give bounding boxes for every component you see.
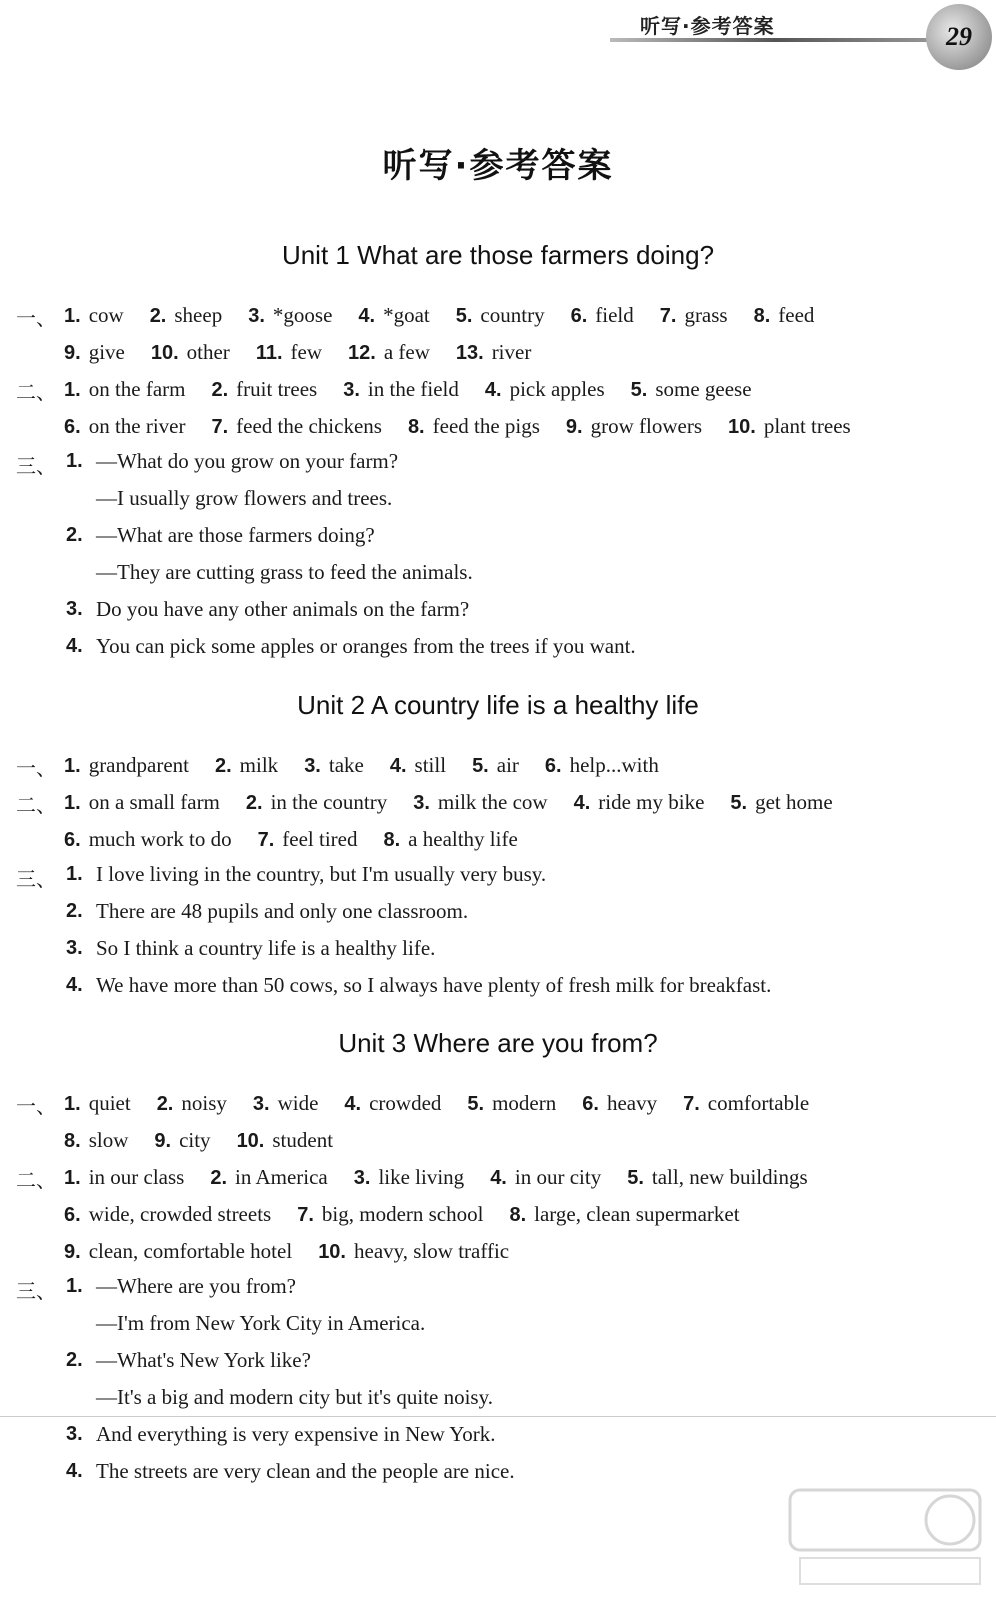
item-number: 1.	[64, 792, 81, 814]
sentence-text: —Where are you from?	[96, 1274, 296, 1298]
section-mark: 一、	[16, 306, 56, 330]
sentence-text: There are 48 pupils and only one classroom.	[96, 899, 469, 923]
sentence-text: —What's New York like?	[96, 1348, 311, 1372]
item-answer: take	[328, 753, 364, 777]
sentence-number: 4.	[66, 1460, 83, 1482]
sentence-number: 1.	[66, 863, 83, 885]
item-number: 5.	[627, 1167, 644, 1189]
page-header	[0, 0, 996, 80]
item-number: 6.	[64, 416, 81, 438]
item-number: 3.	[413, 792, 430, 814]
item-answer: plant trees	[763, 414, 851, 438]
item-answer: a few	[383, 340, 430, 364]
item-number: 5.	[730, 792, 748, 814]
item-answer: *goat	[383, 303, 430, 327]
item-number: 10.	[150, 342, 179, 364]
item-number: 6.	[582, 1093, 599, 1115]
header-title: 听写·参考答案	[640, 14, 775, 38]
section-mark: 二、	[16, 380, 56, 404]
sentence-text: The streets are very clean and the people are nice.	[96, 1459, 515, 1483]
item-answer: sheep	[174, 303, 223, 327]
sentence-text: —I usually grow flowers and trees.	[96, 486, 393, 510]
item-answer: in our class	[88, 1165, 185, 1189]
item-answer: in the country	[270, 790, 388, 814]
item-number: 5.	[455, 305, 473, 327]
sentence-text: We have more than 50 cows, so I always have plenty of fresh milk for breakfast.	[96, 973, 772, 997]
item-answer: wide	[277, 1091, 319, 1115]
section-mark: 二、	[16, 1168, 56, 1192]
sentence-text: —It's a big and modern city but it's quite noisy.	[96, 1385, 493, 1409]
page-title: 听写·参考答案	[382, 146, 614, 186]
item-number: 6.	[570, 305, 588, 327]
answer-row	[64, 785, 859, 819]
item-answer: river	[491, 340, 532, 364]
sentence-number: 2.	[66, 900, 83, 922]
item-number: 2.	[211, 379, 229, 401]
item-answer: get home	[755, 790, 833, 814]
item-answer: quiet	[88, 1091, 131, 1115]
item-answer: heavy	[606, 1091, 658, 1115]
item-answer: feed the chickens	[236, 414, 382, 438]
item-number: 1.	[64, 755, 81, 777]
item-answer: on the river	[88, 414, 186, 438]
item-answer: ride my bike	[598, 790, 705, 814]
section-mark: 三、	[16, 867, 56, 891]
sentence-number: 3.	[66, 598, 83, 620]
sentence-number: 3.	[66, 1423, 83, 1445]
item-answer: few	[290, 340, 322, 364]
item-number: 1.	[64, 1167, 81, 1189]
item-answer: feed the pigs	[432, 414, 540, 438]
sentence-text: —What do you grow on your farm?	[96, 449, 399, 473]
item-number: 2.	[245, 792, 263, 814]
sentence-text: So I think a country life is a healthy life.	[96, 936, 436, 960]
item-number: 1.	[64, 1093, 81, 1115]
item-number: 4.	[389, 755, 407, 777]
item-answer: cow	[88, 303, 124, 327]
sentence-text: —I'm from New York City in America.	[96, 1311, 426, 1335]
item-answer: milk	[239, 753, 279, 777]
item-answer: field	[595, 303, 634, 327]
item-number: 12.	[348, 342, 376, 364]
item-number: 10.	[236, 1130, 265, 1152]
item-answer: clean, comfortable hotel	[88, 1239, 293, 1263]
sentence-number: 1.	[66, 450, 83, 472]
item-number: 1.	[64, 305, 81, 327]
item-number: 9.	[64, 342, 81, 364]
item-answer: air	[496, 753, 519, 777]
item-number: 2.	[149, 305, 167, 327]
item-number: 8.	[753, 305, 771, 327]
sentence-number: 1.	[66, 1275, 83, 1297]
item-answer: give	[88, 340, 125, 364]
item-number: 11.	[255, 342, 283, 364]
page-number: 29	[946, 22, 972, 51]
unit-heading: Unit 3 Where are you from?	[338, 1028, 658, 1058]
item-answer: milk the cow	[437, 790, 548, 814]
answer-row	[64, 822, 544, 856]
item-number: 7.	[297, 1204, 314, 1226]
item-answer: other	[186, 340, 230, 364]
item-number: 4.	[358, 305, 376, 327]
item-number: 6.	[544, 755, 562, 777]
sentence-text: —What are those farmers doing?	[96, 523, 375, 547]
item-number: 10.	[318, 1241, 346, 1263]
item-answer: a healthy life	[408, 827, 518, 851]
item-answer: help...with	[569, 753, 659, 777]
answer-row	[64, 748, 685, 782]
section-mark: 三、	[16, 454, 56, 478]
item-number: 7.	[211, 416, 229, 438]
item-number: 2.	[210, 1167, 228, 1189]
answer-row	[64, 335, 557, 369]
item-number: 5.	[472, 755, 489, 777]
sentence-number: 2.	[66, 1349, 83, 1371]
item-answer: modern	[492, 1091, 557, 1115]
watermark-logo	[780, 1480, 990, 1590]
item-number: 5.	[467, 1093, 485, 1115]
answer-row	[64, 372, 778, 406]
item-number: 7.	[683, 1093, 700, 1115]
item-number: 8.	[64, 1130, 81, 1152]
item-answer: on a small farm	[88, 790, 220, 814]
item-answer: slow	[88, 1128, 129, 1152]
sentence-text: Do you have any other animals on the farm?	[96, 597, 470, 621]
item-answer: big, modern school	[321, 1202, 484, 1226]
item-answer: grandparent	[88, 753, 189, 777]
item-answer: in our city	[514, 1165, 602, 1189]
unit-heading: Unit 2 A country life is a healthy life	[297, 690, 699, 720]
item-number: 5.	[630, 379, 648, 401]
item-number: 6.	[64, 1204, 81, 1226]
sentence-text: You can pick some apples or oranges from the trees if you want.	[96, 634, 636, 658]
item-number: 3.	[343, 379, 360, 401]
item-answer: feed	[778, 303, 815, 327]
item-number: 4.	[484, 379, 502, 401]
sentence-number: 3.	[66, 937, 83, 959]
sentence-number: 4.	[66, 974, 83, 996]
unit-heading: Unit 1 What are those farmers doing?	[281, 240, 715, 270]
header-rule	[610, 38, 940, 42]
item-number: 3.	[248, 305, 265, 327]
section-mark: 一、	[16, 756, 56, 780]
sentence-text: And everything is very expensive in New York.	[96, 1422, 496, 1446]
item-number: 3.	[353, 1167, 371, 1189]
item-number: 9.	[565, 416, 583, 438]
item-answer: grass	[684, 303, 728, 327]
item-number: 6.	[64, 829, 81, 851]
item-number: 3.	[304, 755, 321, 777]
answer-row	[64, 1234, 535, 1268]
answer-row	[64, 409, 877, 443]
page-number-badge	[926, 4, 992, 70]
item-number: 4.	[344, 1093, 362, 1115]
item-answer: pick apples	[509, 377, 605, 401]
answer-row	[64, 1160, 834, 1194]
item-number: 7.	[659, 305, 677, 327]
item-answer: much work to do	[88, 827, 232, 851]
item-number: 8.	[383, 829, 401, 851]
item-answer: comfortable	[707, 1091, 810, 1115]
item-number: 10.	[728, 416, 756, 438]
item-number: 4.	[490, 1167, 507, 1189]
sentence-number: 2.	[66, 524, 83, 546]
item-number: 2.	[156, 1093, 174, 1115]
answer-row	[64, 1086, 835, 1120]
section-mark: 二、	[16, 793, 56, 817]
item-number: 9.	[64, 1241, 81, 1263]
item-answer: wide, crowded streets	[88, 1202, 272, 1226]
item-answer: like living	[378, 1165, 465, 1189]
item-answer: still	[414, 753, 447, 777]
section-mark: 三、	[16, 1279, 56, 1303]
answer-row	[64, 1123, 359, 1157]
item-number: 8.	[407, 416, 425, 438]
item-answer: city	[179, 1128, 211, 1152]
item-number: 9.	[154, 1130, 172, 1152]
item-number: 8.	[509, 1204, 527, 1226]
item-answer: some geese	[655, 377, 752, 401]
item-number: 2.	[214, 755, 232, 777]
sentence-text: I love living in the country, but I'm usually very busy.	[96, 862, 547, 886]
item-answer: feel tired	[282, 827, 358, 851]
item-answer: fruit trees	[236, 377, 318, 401]
item-answer: country	[480, 303, 545, 327]
answer-row	[64, 1197, 766, 1231]
footer-rule	[0, 1416, 996, 1417]
item-number: 3.	[252, 1093, 270, 1115]
sentence-text: —They are cutting grass to feed the animals.	[96, 560, 473, 584]
answer-row	[64, 298, 840, 332]
item-answer: in America	[235, 1165, 328, 1189]
item-answer: heavy, slow traffic	[354, 1239, 510, 1263]
item-answer: large, clean supermarket	[534, 1202, 740, 1226]
section-mark: 一、	[16, 1094, 56, 1118]
item-answer: on the farm	[88, 377, 186, 401]
item-answer: in the field	[367, 377, 459, 401]
item-number: 7.	[257, 829, 275, 851]
item-answer: student	[272, 1128, 334, 1152]
sentence-number: 4.	[66, 635, 83, 657]
item-answer: grow flowers	[590, 414, 702, 438]
item-answer: tall, new buildings	[651, 1165, 808, 1189]
item-answer: noisy	[181, 1091, 227, 1115]
item-number: 1.	[64, 379, 81, 401]
item-answer: *goose	[272, 303, 333, 327]
item-answer: crowded	[369, 1091, 442, 1115]
item-number: 13.	[455, 342, 484, 364]
item-number: 4.	[573, 792, 591, 814]
